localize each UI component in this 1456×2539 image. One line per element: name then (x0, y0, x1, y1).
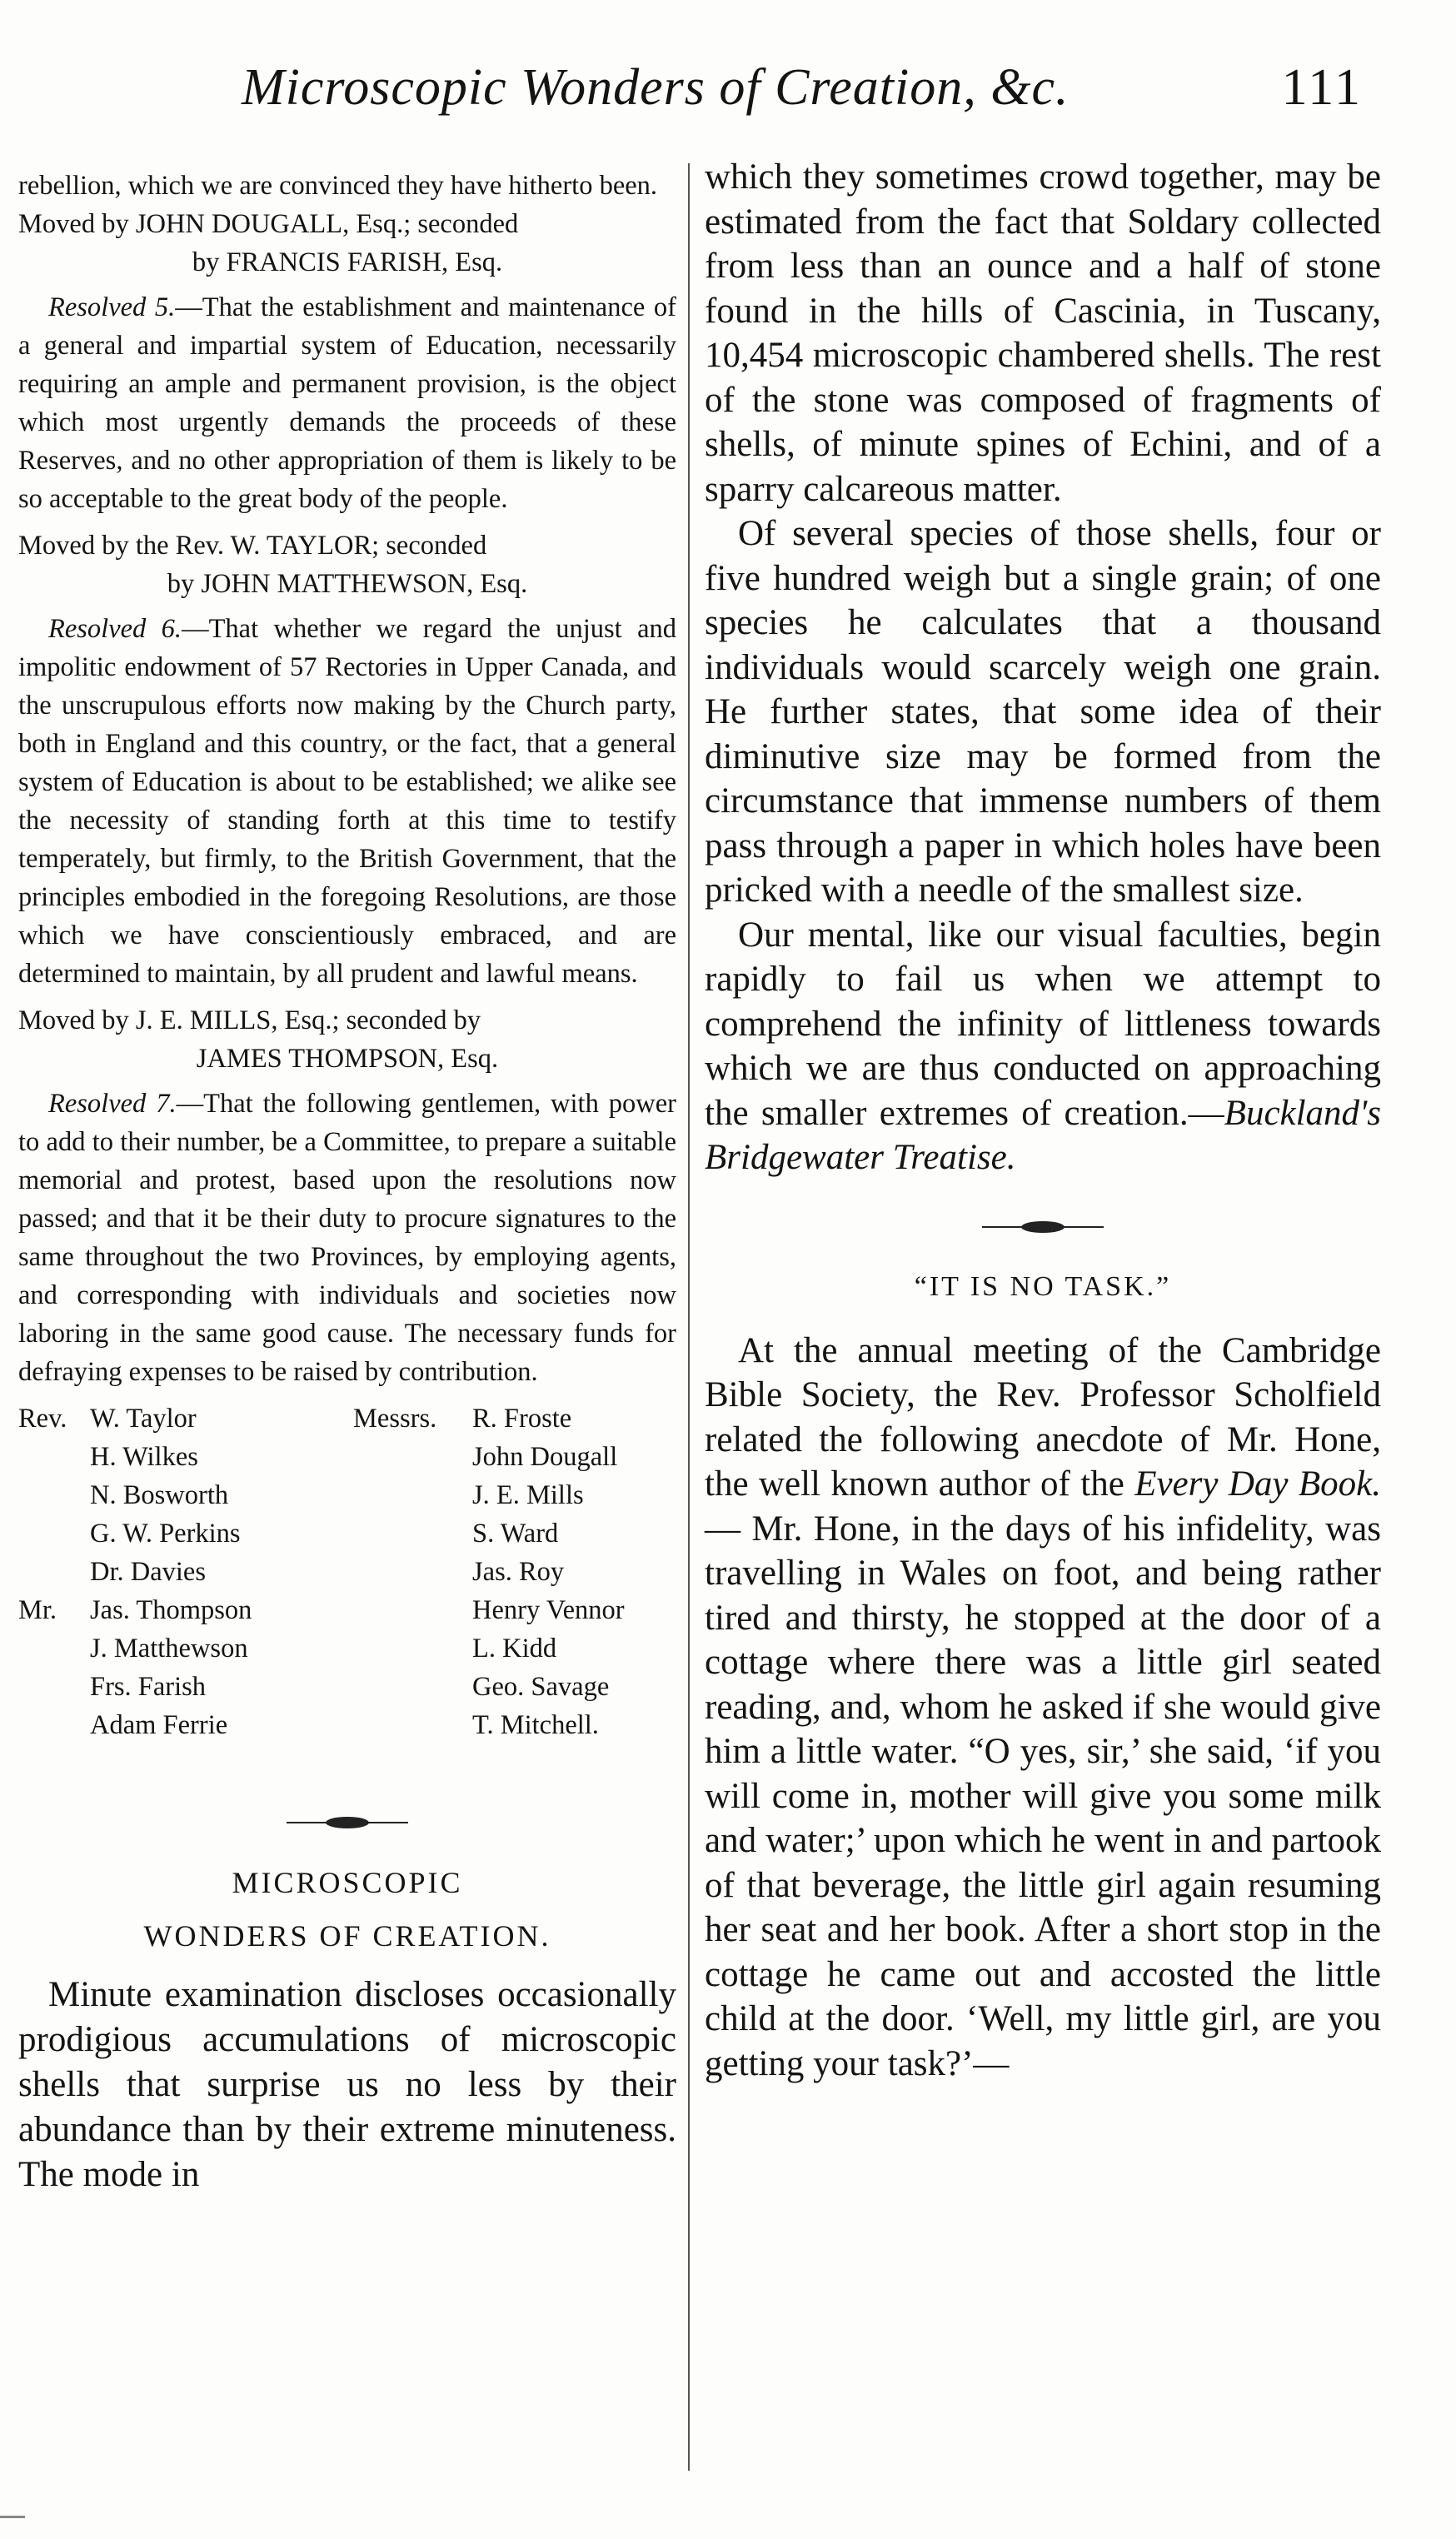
committee-member: Henry Vennor (472, 1595, 625, 1625)
committee-list (18, 1399, 676, 1791)
section-title-wonders: WONDERS OF CREATION. (143, 1919, 551, 1953)
anecdote-text-2: — Mr. Hone, in the days of his infidelity, was travelling in Wales on foot, and being rather tired and thirsty, he stopped at the door of a cottage where there was a little girl seated reading, and, whom he asked if she would give him a little water. “O yes, sir,’ she said, ‘if you will come in, mother will give you some milk and water;’ upon which he went in and partook of that beverage, the little girl again resuming her seat and her book. After a short stop in the cottage he came out and accosted the little child at the door. ‘Well, my little girl, are you getting your task?’— (705, 1509, 1381, 2083)
anecdote-paragraph (705, 1329, 1381, 2087)
running-title: Microscopic Wonders of Creation, &c. (242, 59, 1070, 116)
resolution-text: —That whether we regard the unjust and impolitic endowment of 57 Rectories in Upper Canada, and the unscrupulous efforts now making by the Church party, both in England and this country, or the fact, that a general system of Education is about to be established; we alike see the necessity of standing forth at this time to testify temperately, but firmly, to the British Government, that the principles embodied in the foregoing Resolutions, are those which we have conscientiously embraced, and are determined to maintain, by all prudent and lawful means. (18, 614, 676, 989)
section-title-no-task: “IT IS NO TASK.” (914, 1270, 1172, 1302)
committee-prefix (18, 1438, 67, 1476)
resolution-5 (18, 288, 676, 518)
committee-prefix (18, 1629, 67, 1668)
committee-member: Jas. Roy (472, 1557, 565, 1587)
moved-seconded-2 (18, 526, 676, 603)
section-title-microscopic: MICROSCOPIC (232, 1866, 463, 1899)
page-header (0, 58, 1416, 142)
committee-member: H. Wilkes (90, 1442, 198, 1472)
committee-prefix: Mr. (18, 1595, 57, 1625)
committee-member: S. Ward (472, 1519, 559, 1549)
committee-member: John Dougall (472, 1442, 618, 1472)
committee-member: T. Mitchell. (472, 1710, 599, 1740)
committee-member: L. Kidd (472, 1634, 557, 1664)
committee-member: Jas. Thompson (90, 1595, 252, 1625)
resolution-label: Resolved 7. (48, 1089, 177, 1119)
anecdote-text-1: At the annual meeting of the Cambridge Bible Society, the Rev. Professor Scholfield related the following anecdote of Mr. Hone, the well known author of the (705, 1330, 1381, 1504)
microscopic-paragraph: Minute examination discloses occasionally prodigious accumulations of microscopic shells that surprise us no less by their abundance than by their extreme minuteness. The mode in (18, 1975, 676, 2194)
column-divider (688, 163, 690, 2471)
committee-col2-names (472, 1399, 625, 1744)
opening-text: rebellion, which we are convinced they have hitherto been. (18, 171, 658, 201)
resolution-label: Resolved 5. (48, 292, 176, 322)
committee-prefix (18, 1514, 67, 1553)
committee-col1-names (90, 1399, 252, 1744)
committee-member: N. Bosworth (90, 1480, 229, 1510)
moved-seconded-3 (18, 1001, 676, 1078)
resolution-text: —That the following gentlemen, with power to add to their number, be a Committee, to prepare a suitable memorial and protest, based upon the resolutions now passed; and that it be their duty to procure signatures to the same throughout the two Provinces, by employing agents, and corresponding with individuals and societies now laboring in the same good cause. The necessary funds for defraying expenses to be raised by contribution. (18, 1089, 676, 1387)
continued-paragraph: which they sometimes crowd together, may be estimated from the fact that Soldary collected from less than an ounce and a half of stone found in the hills of Cascinia, in Tuscany, 10,454 microscopic chambered shells. The rest of the stone was composed of fragments of shells, of minute spines of Echini, and of a sparry calcareous matter. (705, 157, 1381, 509)
committee-member: G. W. Perkins (90, 1519, 241, 1549)
page-edge-mark (0, 2516, 25, 2518)
committee-member: Geo. Savage (472, 1672, 610, 1702)
committee-member: Dr. Davies (90, 1557, 206, 1587)
committee-member: J. E. Mills (472, 1480, 584, 1510)
committee-member: R. Froste (472, 1404, 572, 1434)
moved-seconded-1 (18, 205, 676, 282)
right-column (705, 155, 1381, 2086)
faculties-paragraph (705, 913, 1381, 1180)
section-ornament (980, 1217, 1105, 1237)
left-column (18, 167, 676, 2197)
committee-member: W. Taylor (90, 1404, 197, 1434)
committee-member: Frs. Farish (90, 1672, 207, 1702)
committee-prefix (18, 1553, 67, 1591)
committee-member: J. Matthewson (90, 1634, 248, 1664)
page-number: 111 (1281, 59, 1363, 116)
moved-line: Moved by the Rev. W. TAYLOR; seconded (18, 531, 487, 561)
section-ornament (285, 1813, 410, 1833)
seconded-line: by FRANCIS FARISH, Esq. (192, 247, 503, 277)
faculties-text: Our mental, like our visual faculties, begin rapidly to fail us when we attempt to comprehend the infinity of littleness towards which we are thus conducted on approaching the smaller extremes of creation.— (705, 915, 1381, 1133)
resolution-text: —That the establishment and maintenance of a general and impartial system of Education, necessarily requiring an ample and permanent provision, is the object which most urgently demands the proceeds of these Reserves, and no other appropriation of them is likely to be so acceptable to the great body of the people. (18, 292, 676, 514)
moved-line: Moved by J. E. MILLS, Esq.; seconded by (18, 1005, 481, 1035)
committee-prefix (18, 1706, 67, 1744)
resolution-7 (18, 1085, 676, 1391)
seconded-line: JAMES THOMPSON, Esq. (196, 1044, 499, 1074)
seconded-line: by JOHN MATTHEWSON, Esq. (167, 569, 528, 599)
committee-member: Adam Ferrie (90, 1710, 228, 1740)
committee-prefix (18, 1668, 67, 1706)
committee-prefix: Rev. (18, 1404, 67, 1434)
committee-prefix (18, 1476, 67, 1514)
resolution-label: Resolved 6. (48, 614, 182, 644)
resolution-6 (18, 610, 676, 993)
moved-line: Moved by JOHN DOUGALL, Esq.; seconded (18, 209, 519, 239)
committee-col1-prefix (18, 1399, 67, 1744)
committee-prefix: Messrs. (353, 1404, 437, 1434)
source-citation: Buckland's Bridgewater Treatise. (705, 1093, 1381, 1177)
committee-col2-prefix (353, 1399, 436, 1438)
shells-paragraph: Of several species of those shells, four or five hundred weigh but a single grain; of one species he calculates that a thousand individuals would scarcely weigh one grain. He further states, that some idea of their diminutive size may be formed from the circumstance that immense numbers of them pass through a paper in which holes have been pricked with a needle of the smallest size. (705, 514, 1381, 910)
book-title: Every Day Book. (1134, 1464, 1381, 1504)
